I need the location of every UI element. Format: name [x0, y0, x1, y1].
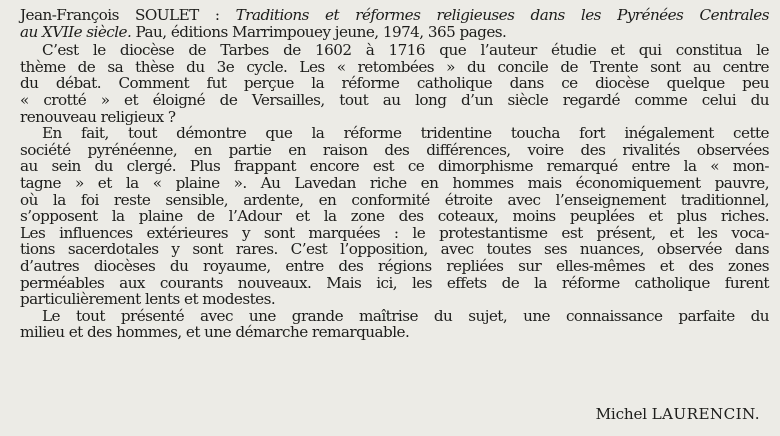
review-heading-line-2	[20, 24, 769, 41]
paragraph-1-line-5: renouveau religieux ?	[20, 107, 176, 126]
paragraph-2-line-4: tagne » et la « plaine ». Au Lavedan riche en hommes mais économiquement pauvre,	[20, 173, 769, 192]
review-book-title-continued: au XVIIe siècle.	[20, 22, 132, 41]
paragraph-2-line-6: s’opposent la plaine de l’Adour et la zone des coteaux, moins peuplées et plus riches.	[20, 207, 769, 226]
paragraph-3-line-2: milieu et des hommes, et une démarche remarquable.	[20, 323, 410, 342]
review-publication-details: Pau, éditions Marrimpouey jeune, 1974, 365 pages.	[131, 22, 507, 41]
signature-first-name: Michel	[595, 405, 647, 423]
paragraph-2-line-2: société pyrénéenne, en partie en raison des différences, voire des rivalités observées	[20, 140, 769, 159]
paragraph-1-line-4: « crotté » et éloigné de Versailles, tout au long d’un siècle regardé comme celui du	[20, 90, 769, 109]
signature-surname: LAURENCIN.	[651, 405, 760, 423]
paragraph-2-line-5: où la foi reste sensible, ardente, en conformité étroite avec l’enseignement traditionnel,	[20, 190, 769, 209]
paragraph-2-line-10: perméables aux courants nouveaux. Mais ici, les effets de la réforme catholique furent	[20, 273, 769, 292]
paragraph-2-line-3: au sein du clergé. Plus frappant encore est ce dimorphisme remarqué entre la « mon-	[20, 157, 769, 176]
review-paragraph-2	[20, 125, 769, 308]
paragraph-2-line-9: d’autres diocèses du royaume, entre des régions repliées sur elles-mêmes et des zones	[20, 256, 769, 275]
review-paragraph-3	[20, 308, 769, 341]
paragraph-1-line-3: du débat. Comment fut perçue la réforme catholique dans ce diocèse quelque peu	[20, 74, 769, 93]
review-signature	[596, 405, 760, 423]
paragraph-3-line-1: Le tout présenté avec une grande maîtrise du sujet, une connaissance parfaite du	[42, 306, 769, 325]
review-paragraph-1	[20, 42, 769, 125]
paragraph-2-line-7: Les influences extérieures y sont marquées : le protestantisme est présent, et les voca-	[20, 223, 769, 242]
paragraph-1-line-1: C’est le diocèse de Tarbes de 1602 à 1716 que l’auteur étudie et qui constitua le	[42, 41, 769, 60]
review-author: Jean-François SOULET :	[20, 6, 236, 24]
paragraph-2-line-1: En fait, tout démontre que la réforme tridentine toucha fort inégalement cette	[42, 124, 769, 143]
paragraph-2-line-8: tions sacerdotales y sont rares. C’est l’opposition, avec toutes ses nuances, observée dans	[20, 240, 769, 259]
review-heading-line-1	[20, 7, 769, 24]
paragraph-2-line-11: particulièrement lents et modestes.	[20, 290, 276, 309]
review-book-title: Traditions et réformes religieuses dans les Pyrénées Centrales	[235, 6, 769, 24]
paragraph-1-line-2: thème de sa thèse du 3e cycle. Les « retombées » du concile de Trente sont au centre	[20, 57, 769, 76]
